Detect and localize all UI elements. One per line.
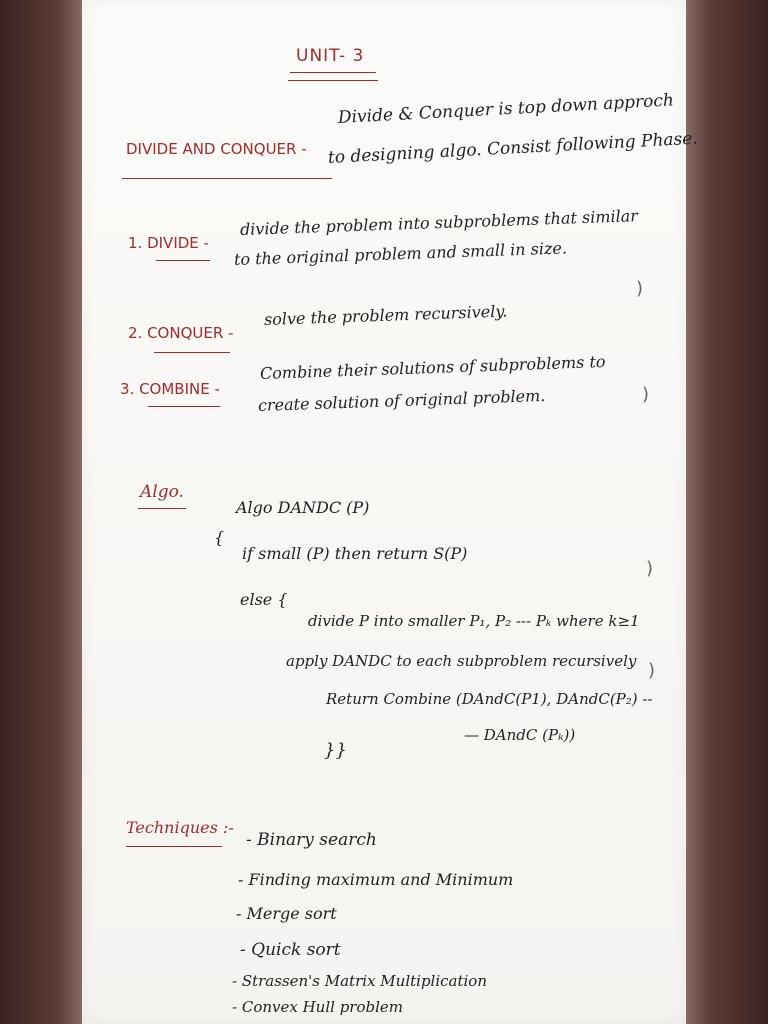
definition-line-1: Divide & Conquer is top down approch [337,90,675,128]
title-underline-2 [288,80,378,81]
algo-line-3: if small (P) then return S(P) [242,544,468,563]
technique-item: - Convex Hull problem [232,998,403,1016]
background-edge-left [0,0,82,1024]
technique-item: - Quick sort [240,940,341,960]
phase-divide-label: 1. DIVIDE - [128,234,209,252]
phase-conquer-underline [154,352,230,353]
algo-line-5: divide P into smaller P₁, P₂ --- Pₖ where k≥1 [308,612,640,630]
phase-combine-line-2: create solution of original problem. [257,385,546,415]
algo-heading-underline [138,508,186,509]
margin-mark: ) [642,384,650,405]
definition-term-underline [122,178,332,179]
algo-line-2: { [214,528,225,547]
margin-mark: ) [646,558,654,579]
algo-line-6: apply DANDC to each subproblem recursively [286,652,637,670]
technique-item: - Strassen's Matrix Multiplication [232,972,487,990]
notebook-page [82,0,699,1024]
algo-line-7: Return Combine (DAndC(P1), DAndC(P₂) -- [326,690,653,708]
phase-divide-underline [156,260,210,261]
algo-line-9: }} [324,740,347,761]
algo-line-1: Algo DANDC (P) [236,498,370,517]
page-title: UNIT- 3 [296,46,365,66]
techniques-heading: Techniques :- [126,818,234,837]
margin-mark: ) [648,660,656,681]
title-underline-1 [290,72,376,73]
phase-conquer-label: 2. CONQUER - [128,324,234,342]
algo-line-8: — DAndC (Pₖ)) [464,726,576,744]
phase-divide-line-2: to the original problem and small in size. [233,238,568,269]
algo-line-4: else { [240,590,288,609]
background-edge-right [686,0,768,1024]
algo-heading: Algo. [140,482,184,502]
definition-term: DIVIDE AND CONQUER - [126,140,307,158]
phase-combine-label: 3. COMBINE - [120,380,220,398]
phase-combine-underline [148,406,220,407]
phase-combine-line-1: Combine their solutions of subproblems to [259,351,606,383]
phase-conquer-line-1: solve the problem recursively. [263,301,508,329]
technique-item: - Binary search [246,830,377,850]
phase-divide-line-1: divide the problem into subproblems that similar [239,206,639,239]
techniques-heading-underline [126,846,222,847]
technique-item: - Finding maximum and Minimum [238,870,514,889]
definition-line-2: to designing algo. Consist following Phase. [327,128,699,168]
technique-item: - Merge sort [236,904,337,923]
margin-mark: ) [636,278,644,299]
